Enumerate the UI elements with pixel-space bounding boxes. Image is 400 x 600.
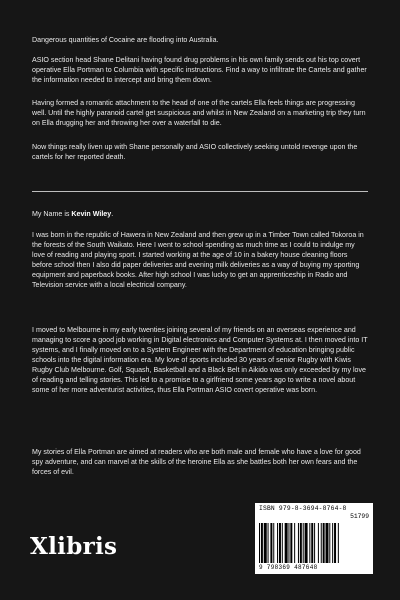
barcode-bars (259, 523, 369, 563)
author-intro-prefix: My Name is (32, 210, 72, 218)
publisher-logo: Xlibris (30, 533, 118, 560)
price-code: 51799 (350, 513, 369, 520)
author-bio-paragraph-1: I was born in the republic of Hawera in New Zealand and then grew up in a Timber Town called Tokoroa in the forests of the South Waikato. Here I went to school spending as much time as I could to indulge my love of reading and playing sport. I started working at the age of 10 in a bakery house cleaning floors before school then I also did paper deliveries and evening milk deliveries as a way of buying my sporting equipment and paperback books. After high school I was lucky to get an apprenticeship in Radio and Television service with a local electrical company. (32, 231, 364, 290)
author-bio-paragraph-3: My stories of Ella Portman are aimed at readers who are both male and female who have a love for good spy adventure, and can marvel at the skills of the heroine Ella as she battles both her own fears and the forces of evil. (32, 448, 361, 477)
synopsis-paragraph-4: Now things really liven up with Shane personally and ASIO collectively seeking untold revenge upon the cartels for her reported death. (32, 143, 358, 162)
section-divider (32, 191, 368, 192)
synopsis-paragraph-3: Having formed a romantic attachment to the head of one of the cartels Ella feels things are progressing well. Until the highly paranoid cartel get suspicious and whilst in New Zealand on a marketing trip they turn on Ella drugging her and throwing her over a waterfall to die. (32, 99, 366, 128)
isbn-barcode-box (255, 503, 373, 574)
author-name: Kevin Wiley (71, 210, 112, 218)
synopsis-paragraph-1: Dangerous quantities of Cocaine are flooding into Australia. (32, 36, 219, 44)
author-bio-paragraph-2: I moved to Melbourne in my early twenties joining several of my friends on an overseas experience and managing to score a good job working in Digital electronics and Computer Systems at. I then moved into IT systems, and I finally moved on to a System Engineer with the Department of education bringing public schools into the digital information era. My love of sports included 30 years of senior Rugby with Kiwis Rugby Club Melbourne. Golf, Squash, Basketball and a Black Belt in Aikido was only exceeded by my love of reading and telling stories. This led to a promise to a girlfriend some years ago to write a novel about some of her more adventurist activities, thus Ella Portman ASIO covert operative was born. (32, 326, 368, 395)
author-intro (32, 209, 368, 219)
author-intro-suffix: . (111, 210, 114, 218)
isbn-label: ISBN 979-8-3694-8764-8 (259, 505, 347, 512)
barcode-digits: 9 798369 487648 (259, 564, 318, 571)
synopsis-paragraph-2: ASIO section head Shane Delitani having found drug problems in his own family sends out his top covert operative Ella Portman to Columbia with specific instructions. Find a way to infiltrate the Cartels and gather the information needed to intercept and bring them down. (32, 56, 367, 85)
